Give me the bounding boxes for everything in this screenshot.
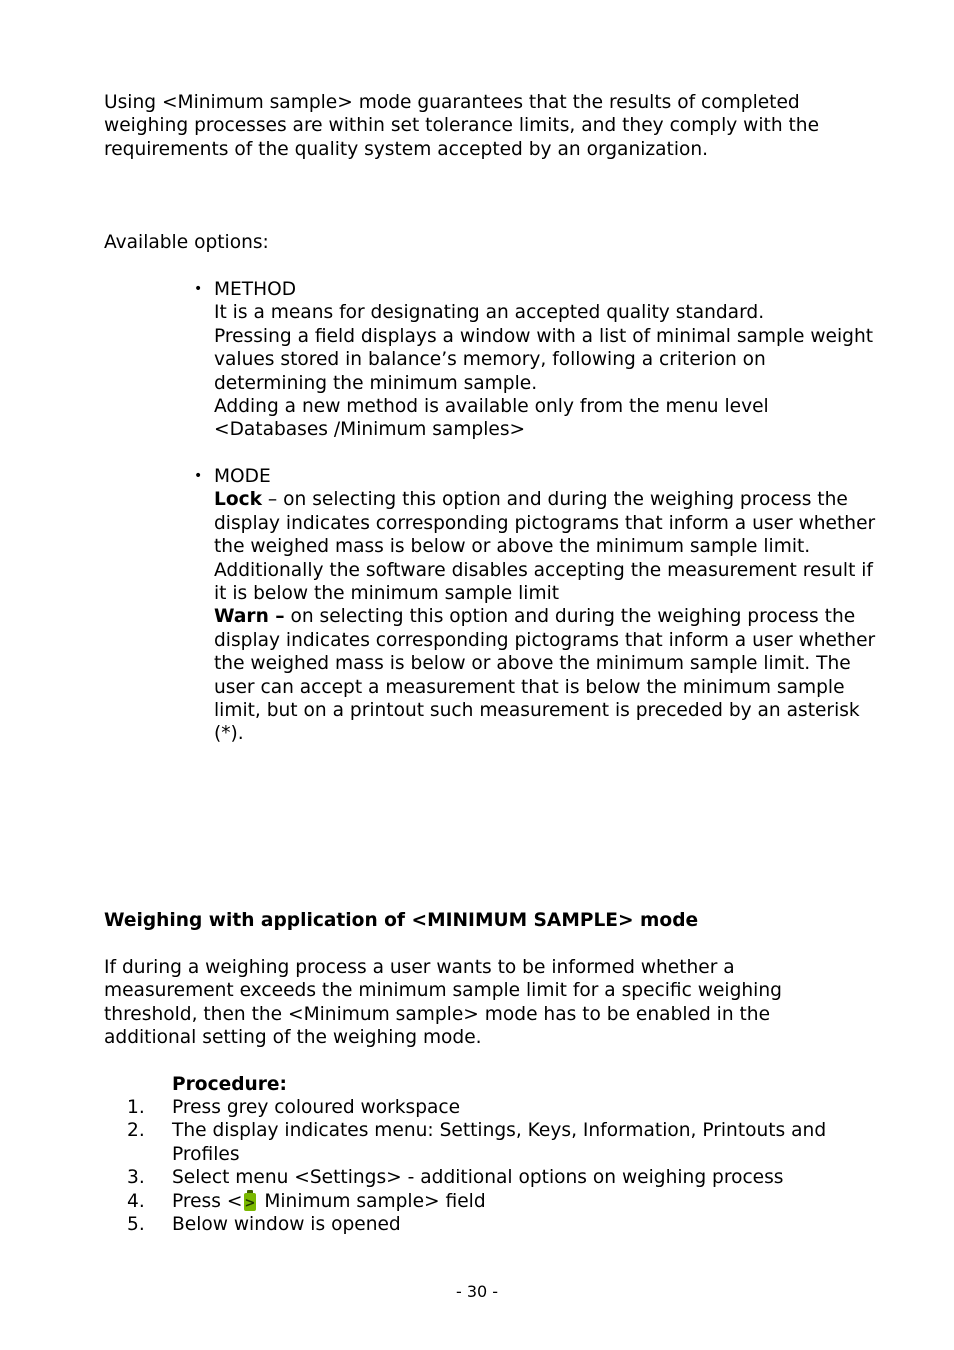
lock-label: Lock	[214, 489, 263, 511]
option-method-line-1: It is a means for designating an accepted quality standard.	[214, 302, 765, 324]
step-number: 5.	[127, 1214, 145, 1236]
step-text	[172, 1190, 872, 1213]
step-text: The display indicates menu: Settings, Keys, Information, Printouts and Profiles	[172, 1120, 827, 1165]
procedure-step	[0, 1119, 954, 1166]
intro-paragraph: Using <Minimum sample> mode guarantees that the results of completed weighing processes are within set tolerance limits, and they comply with the requirements of the quality system accepted by an organization.	[104, 92, 820, 160]
option-method-title: METHOD	[214, 279, 297, 300]
lock-description: – on selecting this option and during the weighing process the display indicates corresponding pictograms that inform a user whether the weighed mass is below or above the minimum sample limit. Additionally the software disables accepting the measurement result if it is below the minimum sample limit	[214, 489, 876, 605]
option-mode	[194, 465, 879, 746]
section-heading: Weighing with application of <MINIMUM SAMPLE> mode	[104, 910, 699, 931]
step-text: Press grey coloured workspace	[172, 1097, 461, 1118]
warn-label: Warn –	[214, 606, 285, 628]
step-text: Below window is opened	[172, 1214, 401, 1236]
procedure-step	[0, 1096, 954, 1119]
option-method-line-2: Pressing a field displays a window with a list of minimal sample weight values stored in balance’s memory, following a criterion on determining the minimum sample.	[214, 325, 874, 394]
procedure-step	[0, 1213, 954, 1236]
page-number: - 30 -	[455, 1282, 499, 1301]
option-mode-lock	[214, 488, 879, 605]
step-text-after: Minimum sample> field	[258, 1190, 486, 1212]
option-mode-warn	[214, 605, 879, 745]
step-number: 3.	[127, 1167, 145, 1189]
step-number: 2.	[127, 1120, 145, 1142]
available-options-label: Available options:	[104, 232, 269, 253]
warn-description: on selecting this option and during the weighing process the display indicates corresponding pictograms that inform a user whether the weighed mass is below or above the minimum sample limit. The user can accept a measurement that is below the minimum sample limit, but on a printout such measurement is preceded by an asterisk (*).	[214, 606, 876, 745]
step-number: 4.	[127, 1190, 145, 1212]
step-number: 1.	[127, 1097, 145, 1118]
option-mode-title: MODE	[214, 466, 271, 487]
step-text: Select menu <Settings> - additional options on weighing process	[172, 1167, 784, 1189]
option-method	[194, 278, 879, 442]
minimum-sample-weight-icon	[242, 1190, 258, 1210]
procedure-steps	[0, 1096, 954, 1236]
option-method-line-3: Adding a new method is available only from the menu level <Databases /Minimum samples>	[214, 396, 769, 441]
procedure-step	[0, 1190, 954, 1213]
procedure-step	[0, 1166, 954, 1189]
bullet: •	[194, 281, 203, 297]
procedure-title: Procedure:	[172, 1074, 287, 1095]
svg-text:>: >	[244, 1195, 256, 1211]
bullet: •	[194, 468, 203, 484]
section-paragraph: If during a weighing process a user wants to be informed whether a measurement exceeds the minimum sample limit for a specific weighing threshold, then the <Minimum sample> mode has to be enabled in the additional setting of the weighing mode.	[104, 957, 782, 1049]
step-text-before: Press <	[172, 1190, 243, 1212]
